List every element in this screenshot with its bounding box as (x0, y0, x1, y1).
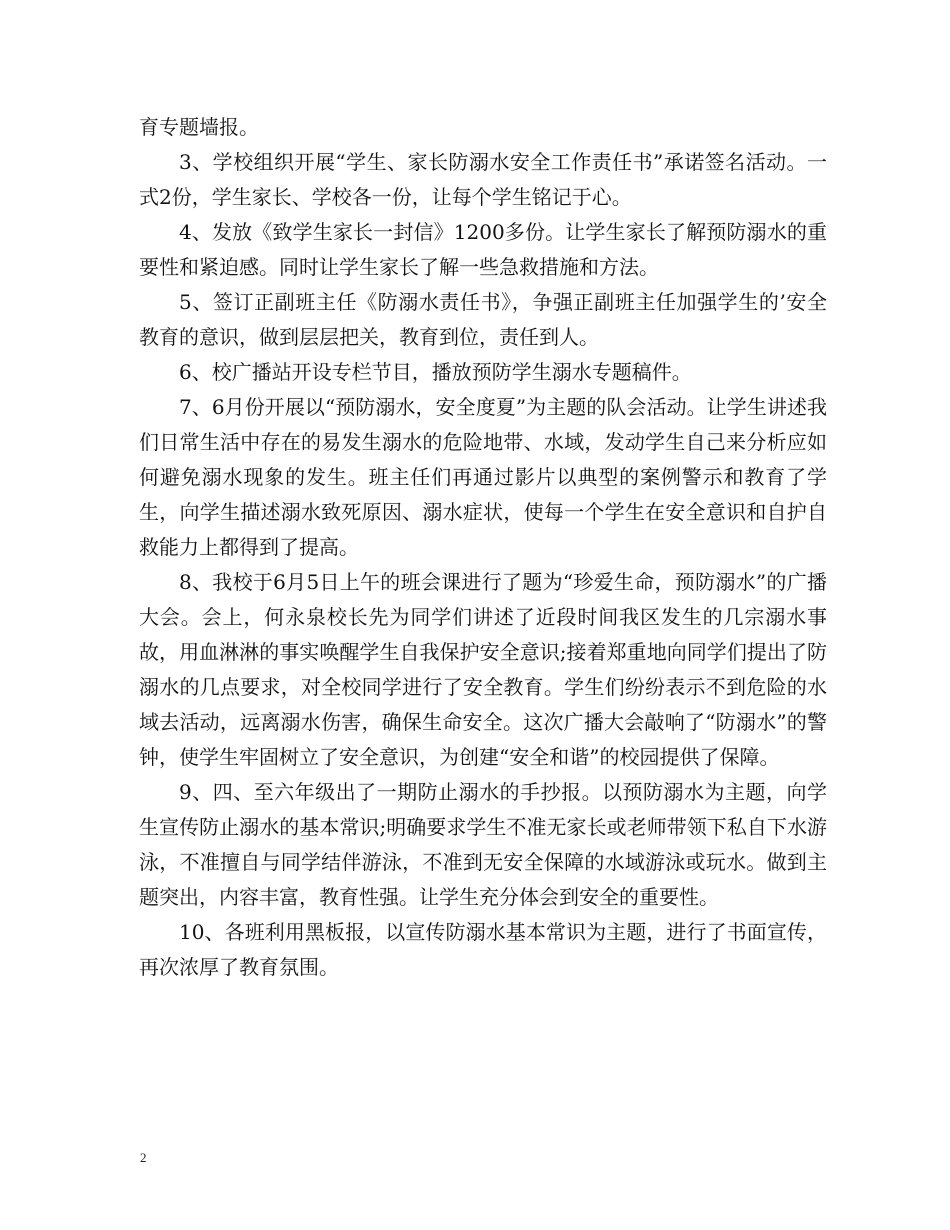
paragraph-item-9: 9、四、至六年级出了一期防止溺水的手抄报。以预防溺水为主题，向学生宣传防止溺水的基本常识;明确要求学生不准无家长或老师带领下私自下水游泳，不准擅自与同学结伴游泳，不准到无安全保障的水域游泳或玩水。做到主题突出，内容丰富，教育性强。让学生充分体会到安全的重要性。 (139, 780, 827, 909)
paragraph-item-4: 4、发放《致学生家长一封信》1200多份。让学生家长了解预防溺水的重要性和紧迫感。同时让学生家长了解一些急救措施和方法。 (139, 220, 827, 279)
paragraph-item-10: 10、各班利用黑板报，以宣传防溺水基本常识为主题，进行了书面宣传，再次浓厚了教育氛围。 (139, 920, 827, 979)
paragraph-continuation: 育专题墙报。 (139, 115, 259, 139)
paragraph-item-5: 5、签订正副班主任《防溺水责任书》，争强正副班主任加强学生的’安全教育的意识，做到层层把关，教育到位，责任到人。 (139, 290, 827, 349)
page-number: 2 (140, 1150, 147, 1165)
paragraph-item-8: 8、我校于6月5日上午的班会课进行了题为“珍爱生命，预防溺水”的广播大会。会上，何永泉校长先为同学们讲述了近段时间我区发生的几宗溺水事故，用血淋淋的事实唤醒学生自我保护安全意识;接着郑重地向同学们提出了防溺水的几点要求，对全校同学进行了安全教育。学生们纷纷表示不到危险的水域去活动，远离溺水伤害，确保生命安全。这次广播大会敲响了“防溺水”的警钟，使学生牢固树立了安全意识，为创建“安全和谐”的校园提供了保障。 (139, 570, 827, 769)
paragraph-item-6: 6、校广播站开设专栏节目，播放预防学生溺水专题稿件。 (179, 360, 692, 384)
paragraph-item-7: 7、6月份开展以“预防溺水，安全度夏”为主题的队会活动。让学生讲述我们日常生活中存在的易发生溺水的危险地带、水域，发动学生自己来分析应如何避免溺水现象的发生。班主任们再通过影片以典型的案例警示和教育了学生，向学生描述溺水致死原因、溺水症状，使每一个学生在安全意识和自护自救能力上都得到了提高。 (139, 395, 827, 559)
paragraph-item-3: 3、学校组织开展“学生、家长防溺水安全工作责任书”承诺签名活动。一式2份，学生家长、学校各一份，让每个学生铭记于心。 (139, 150, 827, 209)
document-body (139, 110, 827, 985)
